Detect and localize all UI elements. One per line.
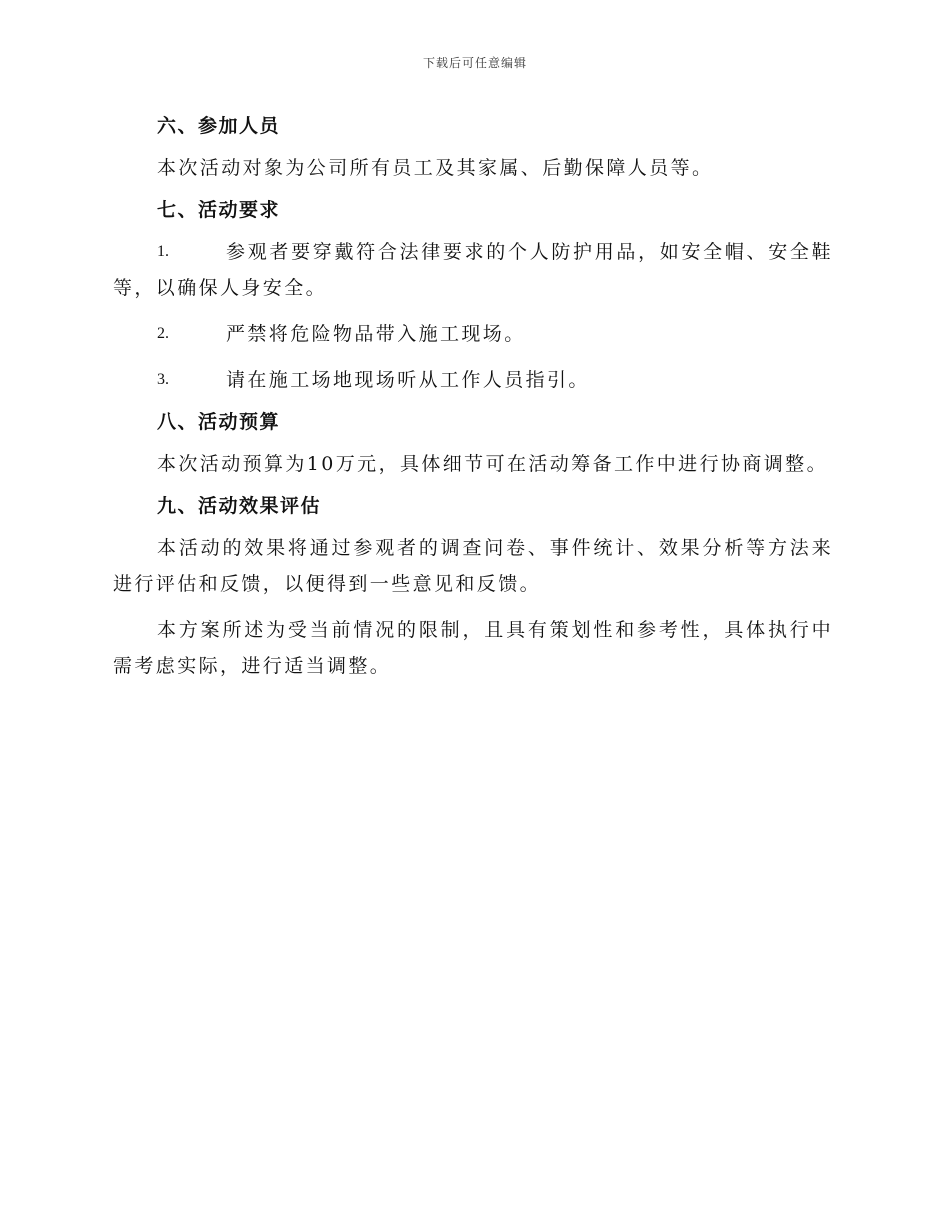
document-body: [113, 112, 833, 684]
requirement-item: [113, 234, 833, 306]
budget-paragraph: 本次活动预算为10万元，具体细节可在活动筹备工作中进行协商调整。: [157, 453, 828, 475]
requirement-item: [113, 362, 833, 398]
list-number: 2.: [157, 325, 169, 342]
participants-paragraph: 本次活动对象为公司所有员工及其家属、后勤保障人员等。: [157, 157, 714, 179]
evaluation-paragraph: 本活动的效果将通过参观者的调查问卷、事件统计、效果分析等方法来进行评估和反馈，以便得到一些意见和反馈。: [113, 537, 833, 595]
requirement-text: 参观者要穿戴符合法律要求的个人防护用品，如安全帽、安全鞋等，以确保人身安全。: [113, 241, 833, 299]
section-heading-participants: 六、参加人员: [157, 115, 281, 137]
list-number: 3.: [157, 371, 169, 388]
requirement-text: 严禁将危险物品带入施工现场。: [226, 323, 526, 345]
closing-paragraph: 本方案所述为受当前情况的限制，且具有策划性和参考性，具体执行中需考虑实际，进行适当调整。: [113, 619, 833, 677]
section-heading-requirements: 七、活动要求: [157, 199, 281, 221]
page-header: 下载后可任意编辑: [422, 56, 527, 70]
list-number: 1.: [157, 243, 169, 260]
section-heading-evaluation: 九、活动效果评估: [157, 495, 322, 517]
requirement-item: [113, 316, 833, 352]
requirement-text: 请在施工场地现场听从工作人员指引。: [226, 369, 590, 391]
section-heading-budget: 八、活动预算: [157, 411, 281, 433]
